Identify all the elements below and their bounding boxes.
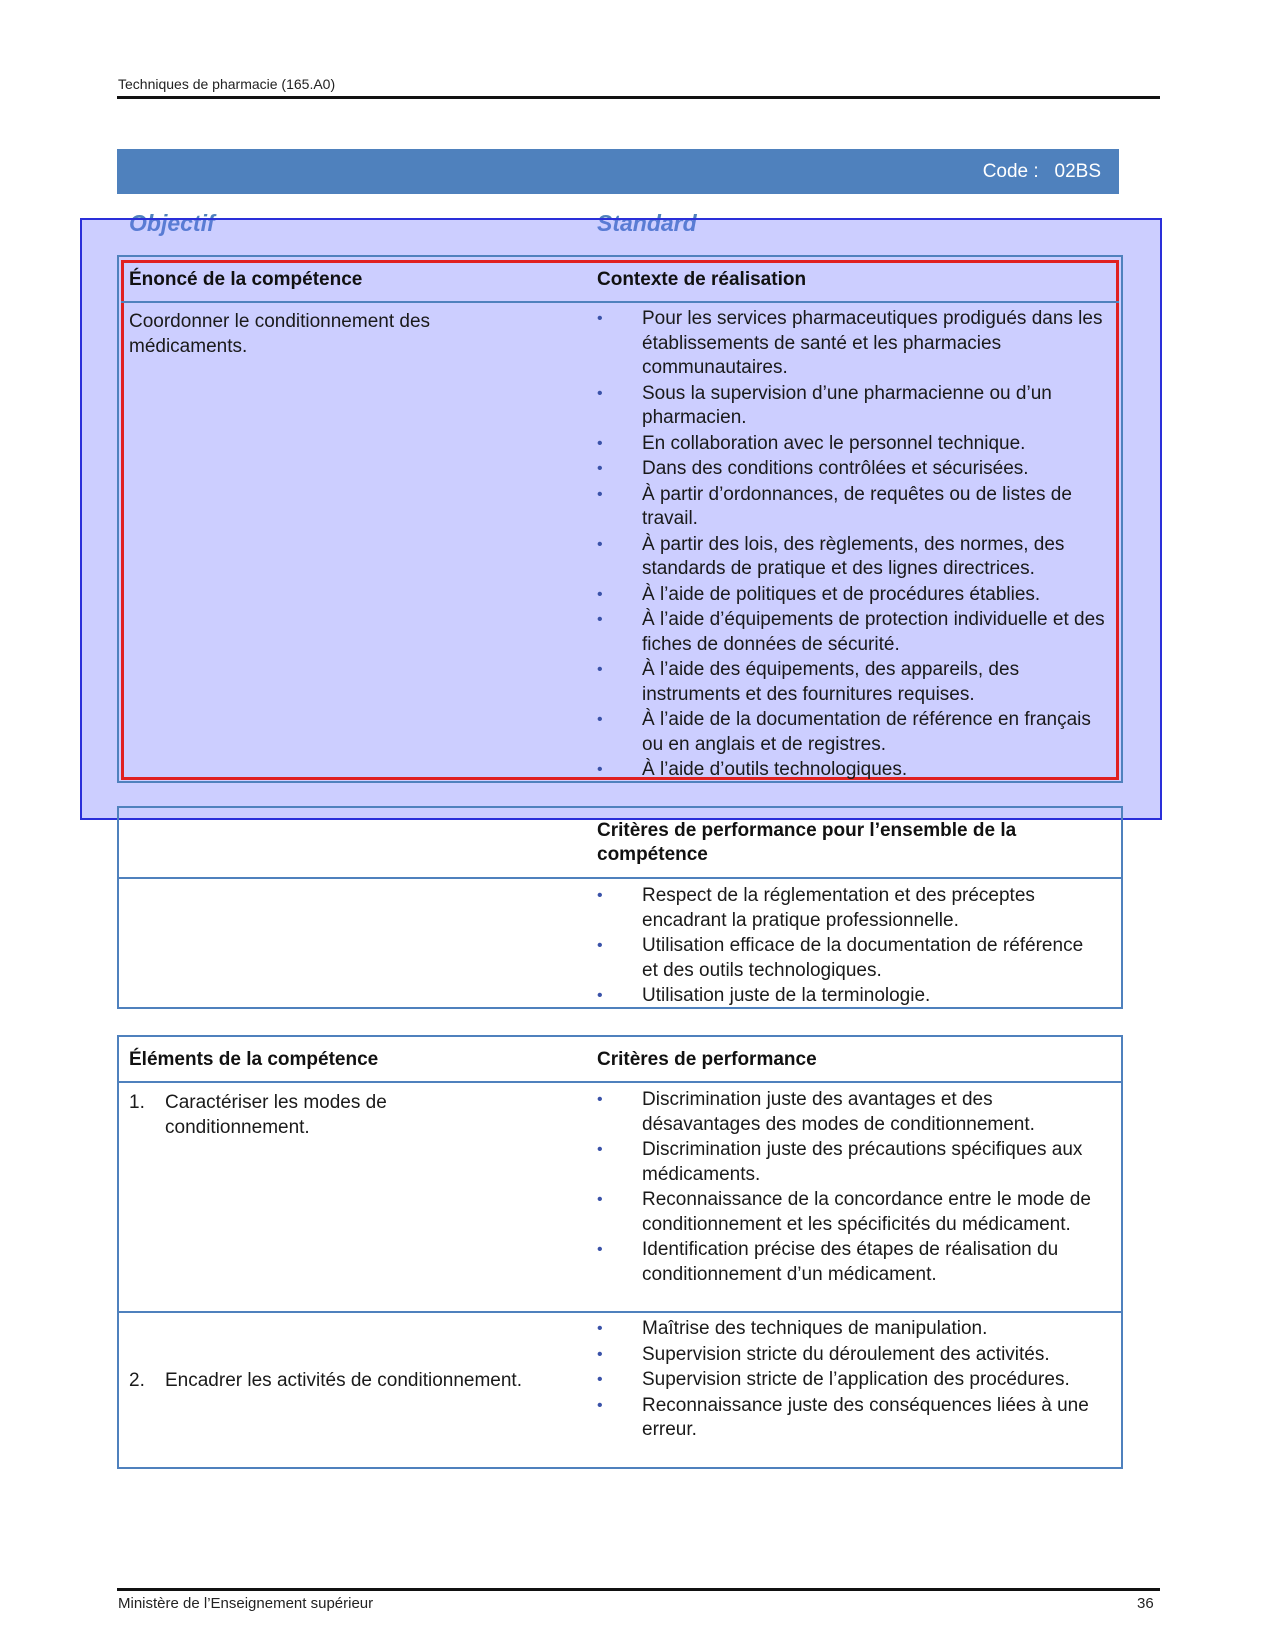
bullet-item bbox=[597, 1188, 1112, 1237]
bullet-text: Supervision stricte de l’application des procédures. bbox=[642, 1369, 1070, 1390]
bullet-item bbox=[597, 658, 1112, 707]
competency-code bbox=[983, 161, 1101, 183]
bullet-icon: • bbox=[597, 1320, 603, 1337]
bullet-icon: • bbox=[597, 434, 603, 452]
table-divider bbox=[119, 877, 1121, 879]
bullet-item bbox=[597, 382, 1112, 431]
bullet-text: À l’aide de la documentation de référence en français ou en anglais et de registres. bbox=[642, 709, 1091, 755]
table-divider bbox=[119, 1311, 1121, 1313]
bullet-icon: • bbox=[597, 711, 603, 728]
objectif-label: Objectif bbox=[129, 210, 215, 236]
code-value: 02BS bbox=[1054, 161, 1101, 182]
element-number: 2. bbox=[129, 1370, 145, 1391]
bullet-item bbox=[597, 432, 1112, 457]
bullet-text: Utilisation efficace de la documentation de référence et des outils technologiques. bbox=[642, 935, 1084, 981]
standard-label: Standard bbox=[597, 210, 697, 236]
bullet-icon: • bbox=[597, 310, 603, 327]
bullet-item bbox=[597, 1088, 1112, 1137]
bullet-text: Supervision stricte du déroulement des activités. bbox=[642, 1343, 1050, 1365]
table-divider bbox=[121, 301, 1119, 303]
bullet-item bbox=[597, 608, 1112, 657]
bullet-icon: • bbox=[597, 460, 603, 477]
bullet-icon: • bbox=[597, 987, 603, 1004]
bullet-text: Reconnaissance juste des conséquences liées à une erreur. bbox=[642, 1394, 1089, 1440]
bullet-text: Discrimination juste des avantages et des désavantages des modes de conditionnement. bbox=[642, 1089, 1035, 1135]
bullet-icon: • bbox=[597, 585, 603, 603]
bullet-text: À partir des lois, des règlements, des normes, des standards de pratique et des lignes directrices. bbox=[642, 533, 1065, 579]
bullet-text: Identification précise des étapes de réalisation du conditionnement d’un médicament. bbox=[642, 1239, 1059, 1285]
code-band bbox=[117, 149, 1119, 194]
bullet-text: À l’aide des équipements, des appareils, des instruments et des fournitures requises. bbox=[642, 659, 1020, 705]
bullet-text: Discrimination juste des précautions spécifiques aux médicaments. bbox=[642, 1139, 1083, 1185]
element-criteria-list bbox=[597, 1317, 1112, 1444]
bullet-item bbox=[597, 884, 1087, 933]
elements-header: Éléments de la compétence bbox=[129, 1049, 379, 1070]
bullet-item bbox=[597, 583, 1112, 608]
footer-ministry: Ministère de l’Enseignement supérieur bbox=[118, 1595, 374, 1612]
bullet-icon: • bbox=[597, 1141, 603, 1158]
element-item bbox=[129, 1091, 485, 1140]
bullet-icon: • bbox=[597, 535, 603, 553]
bullet-text: Maîtrise des techniques de manipulation. bbox=[642, 1318, 988, 1339]
bullet-item bbox=[597, 307, 1112, 381]
bullet-item bbox=[597, 758, 1112, 783]
element-item bbox=[129, 1369, 615, 1394]
bullet-icon: • bbox=[597, 1091, 603, 1108]
element-number: 1. bbox=[129, 1092, 145, 1113]
bullet-icon: • bbox=[597, 485, 603, 503]
bullet-text: Dans des conditions contrôlées et sécurisées. bbox=[642, 458, 1029, 479]
bullet-icon: • bbox=[597, 887, 603, 904]
element-criteria-list bbox=[597, 1088, 1112, 1288]
bullet-item bbox=[597, 1238, 1112, 1287]
bullet-text: À partir d’ordonnances, de requêtes ou de listes de travail. bbox=[642, 483, 1072, 529]
element-label: Caractériser les modes de conditionnement. bbox=[165, 1092, 387, 1138]
bullet-icon: • bbox=[597, 1345, 603, 1363]
bullet-text: À l’aide de politiques et de procédures établies. bbox=[642, 583, 1041, 605]
bullet-item bbox=[597, 1317, 1112, 1342]
bullet-item bbox=[597, 1343, 1112, 1368]
bullet-text: En collaboration avec le personnel technique. bbox=[642, 432, 1026, 454]
bullet-icon: • bbox=[597, 611, 603, 628]
bullet-icon: • bbox=[597, 384, 603, 402]
criteres-ensemble-list bbox=[597, 884, 1087, 1010]
bullet-item bbox=[597, 457, 1112, 482]
bullet-item bbox=[597, 984, 1087, 1009]
bullet-text: À l’aide d’outils technologiques. bbox=[642, 759, 908, 780]
bullet-item bbox=[597, 1368, 1112, 1393]
contexte-list bbox=[597, 307, 1112, 784]
bullet-text: Pour les services pharmaceutiques prodigués dans les établissements de santé et les pharmacies communautaires. bbox=[642, 308, 1103, 378]
bullet-icon: • bbox=[597, 1371, 603, 1388]
enonce-text: Coordonner le conditionnement des médicaments. bbox=[129, 311, 431, 357]
footer-rule bbox=[117, 1588, 1160, 1591]
bullet-icon: • bbox=[597, 1241, 603, 1258]
code-label: Code : bbox=[982, 161, 1039, 182]
bullet-item bbox=[597, 1138, 1112, 1187]
criteres-header: Critères de performance bbox=[597, 1049, 817, 1070]
page-number: 36 bbox=[1137, 1595, 1154, 1612]
bullet-text: Reconnaissance de la concordance entre le mode de conditionnement et les spécificités du médicament. bbox=[642, 1189, 1091, 1235]
enonce-header: Énoncé de la compétence bbox=[129, 269, 363, 290]
bullet-icon: • bbox=[597, 661, 603, 678]
criteres-ensemble-header: Critères de performance pour l’ensemble de la compétence bbox=[597, 820, 1017, 865]
bullet-icon: • bbox=[597, 937, 603, 954]
document-header: Techniques de pharmacie (165.A0) bbox=[118, 76, 336, 92]
bullet-icon: • bbox=[597, 1396, 603, 1414]
header-rule bbox=[117, 96, 1160, 99]
bullet-text: À l’aide d’équipements de protection individuelle et des fiches de données de sécurité. bbox=[642, 609, 1105, 655]
bullet-icon: • bbox=[597, 761, 603, 778]
table-divider bbox=[119, 1081, 1121, 1083]
bullet-text: Utilisation juste de la terminologie. bbox=[642, 985, 931, 1006]
bullet-text: Respect de la réglementation et des préceptes encadrant la pratique professionnelle. bbox=[642, 885, 1035, 931]
bullet-icon: • bbox=[597, 1191, 603, 1208]
contexte-header: Contexte de réalisation bbox=[597, 269, 807, 290]
element-label: Encadrer les activités de conditionnement. bbox=[165, 1370, 522, 1391]
bullet-item bbox=[597, 708, 1112, 757]
bullet-item bbox=[597, 483, 1112, 532]
bullet-item bbox=[597, 1394, 1112, 1443]
bullet-text: Sous la supervision d’une pharmacienne ou d’un pharmacien. bbox=[642, 382, 1052, 428]
bullet-item bbox=[597, 934, 1087, 983]
bullet-item bbox=[597, 533, 1112, 582]
